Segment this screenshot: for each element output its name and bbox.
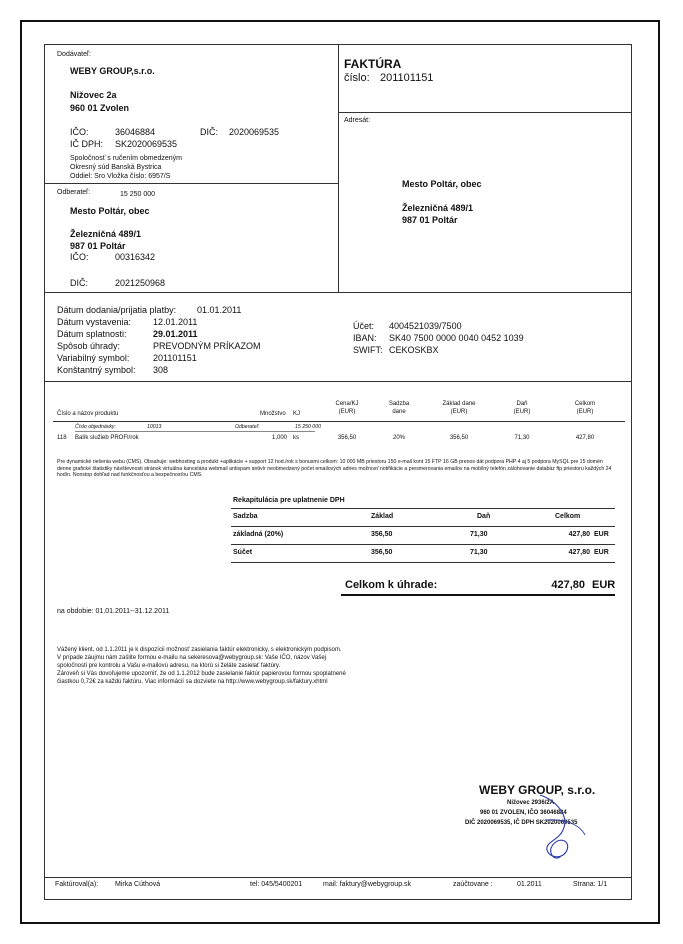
footer-email: mail: faktury@webygroup.sk: [323, 881, 412, 888]
order-line: [75, 431, 315, 432]
customer-code: 15 250 000: [120, 191, 156, 198]
vat-sum-base: 356,50: [371, 549, 393, 556]
delivery-date: 01.01.2011: [197, 305, 242, 315]
customer-ico: 00316342: [115, 252, 156, 262]
item-name: Balík služieb PROFI/rok: [75, 435, 139, 441]
col-base-header: Základ dane: [442, 401, 476, 407]
stamp-company: WEBY GROUP, s.r.o.: [479, 783, 596, 797]
dates-bottom-line: [45, 381, 632, 382]
item-code: 118: [57, 435, 67, 441]
vat-recap-bottom-line: [231, 562, 615, 563]
customer-dic: 2021250968: [115, 278, 166, 288]
posted-label: zaúčtovane :: [453, 881, 493, 888]
swift-label: SWIFT:: [353, 345, 383, 355]
supplier-ico: 36046884: [115, 127, 156, 137]
grand-total-line: [341, 594, 615, 596]
constant-symbol-label: Konštantný symbol:: [57, 365, 136, 375]
order-number-label: Číslo objednávky:: [75, 424, 116, 430]
header-bottom-line: [45, 292, 632, 293]
col-tax-header: Daň: [516, 401, 528, 407]
signature: [515, 790, 605, 865]
vat-header-total: Celkom: [555, 513, 581, 520]
issued-date: 12.01.2011: [153, 317, 198, 327]
customer-label: Odberateľ:: [57, 189, 91, 196]
customer-name: Mesto Poltár, obec: [70, 206, 150, 216]
item-tax: 71,30: [514, 435, 530, 441]
issued-by-label: Faktúroval(a):: [55, 881, 99, 888]
payment-method-label: Spôsob úhrady:: [57, 341, 121, 351]
supplier-icdph: SK2020069535: [115, 139, 178, 149]
vat-row-base: 356,50: [371, 531, 393, 538]
addressee-label: Adresát:: [344, 117, 371, 124]
item-unit: ks: [293, 435, 299, 441]
issued-date-label: Dátum vystavenia:: [57, 317, 132, 327]
vat-sum-total: 427,80: [568, 549, 590, 556]
vat-row-currency: EUR: [594, 531, 609, 538]
grand-total-currency: EUR: [592, 579, 616, 591]
items-header-line: [53, 421, 625, 422]
supplier-reg-1: Spoločnosť s ručením obmedzeným: [70, 155, 182, 162]
vat-header-base: Základ: [371, 513, 394, 520]
order-number: 10013: [147, 424, 162, 430]
vat-recap-title: Rekapitulácia pre uplatnenie DPH: [233, 497, 345, 504]
customer-city: 987 01 Poltár: [70, 241, 126, 251]
item-qty: 1,000: [271, 435, 287, 441]
iban: SK40 7500 0000 0040 0452 1039: [389, 333, 524, 343]
issued-by: Mirka Cúthová: [115, 881, 161, 888]
col-qty-header: Množstvo: [260, 411, 286, 417]
order-customer-code: 15 250 000: [295, 424, 321, 430]
delivery-date-label: Dátum dodania/prijatia platby:: [57, 305, 177, 315]
customer-street: Železničná 489/1: [70, 229, 142, 239]
variable-symbol: 201101151: [153, 353, 197, 363]
invoice-number-label: číslo:: [344, 72, 370, 84]
customer-divider: [45, 183, 338, 184]
due-date-label: Dátum splatnosti:: [57, 329, 127, 339]
item-base: 356,50: [449, 435, 469, 441]
col-product-header: Číslo a názov produktu: [57, 411, 119, 417]
notice-line-5: čiastkou 0,72€ za každú faktúru. Viac informácií sa dozviete na http://www.webygroup.sk/faktury.xhtml: [57, 679, 328, 685]
variable-symbol-label: Variabilný symbol:: [57, 353, 130, 363]
vat-row-tax: 71,30: [470, 531, 488, 538]
grand-total-label: Celkom k úhrade:: [345, 579, 438, 591]
notice-line-3: spoločnosti pre kontrolu a Vašu e-mailovú adresu, na ktorú si želáte zasielať faktúry.: [57, 663, 281, 669]
addressee-divider: [338, 112, 632, 113]
supplier-dic-label: DIČ:: [200, 127, 218, 137]
constant-symbol: 308: [153, 365, 169, 375]
customer-ico-label: IČO:: [70, 252, 89, 262]
vat-sum-label: Súčet: [233, 549, 253, 556]
footer-phone: tel: 045/5400201: [250, 881, 303, 888]
stamp-street: Nižovec 2936/2A: [507, 800, 555, 806]
notice-line-1: Vážený klient, od 1.1.2011 je k dispozícii možnosť zasielania faktúr elektronicky, s elektronickým podpisom.: [57, 647, 342, 653]
vat-row-total: 427,80: [568, 531, 590, 538]
item-total: 427,80: [575, 435, 595, 441]
invoice-document: [44, 44, 632, 900]
order-customer-label: Odberateľ:: [235, 424, 260, 430]
col-unit-header: KJ: [293, 411, 301, 417]
invoice-number: 201101151: [380, 72, 434, 84]
supplier-reg-2: Okresný súd Banská Bystrica: [70, 164, 162, 171]
posted-date: 01.2011: [517, 881, 542, 888]
supplier-ico-label: IČO:: [70, 127, 89, 137]
account-number: 4004521039/7500: [389, 321, 462, 331]
col-price-currency: (EUR): [338, 409, 356, 415]
billing-period: na obdobie: 01.01.2011--31.12.2011: [57, 608, 170, 615]
due-date: 29.01.2011: [153, 329, 198, 339]
vat-sum-tax: 71,30: [470, 549, 488, 556]
vat-row-line: [231, 544, 615, 545]
header-divider: [338, 45, 339, 292]
grand-total-amount: 427,80: [551, 579, 585, 591]
vat-row-rate: základná (20%): [233, 531, 284, 538]
col-price-header: Cena/KJ: [335, 401, 359, 407]
customer-dic-label: DIČ:: [70, 278, 88, 288]
stamp-ids: DIČ 2020069535, IČ DPH SK2020069535: [465, 820, 578, 826]
addressee-city: 987 01 Poltár: [402, 215, 458, 225]
vat-header-rate: Sadzba: [233, 513, 258, 520]
supplier-street: Nižovec 2a: [70, 90, 117, 100]
supplier-city: 960 01 Zvolen: [70, 103, 130, 113]
vat-recap-header-line: [231, 526, 615, 527]
col-rate-header: Sadzba: [388, 401, 410, 407]
item-description: Pre dynamické riešenia webu (CMS). Obsahuje: webhosting a produkt +aplikácie + support 12 hod./rok s bonusmi celkom: 10 000 MB priestoru 150 e-mail kont 15 FTP 16 GB prenos dát podpora PHP 4 aj 5 podpora MySQL pre 15 domén denne grafické štatistiky návštevnosti stránok virtuálna kancelária webmail antispam antivír neobmedzený počet emailových adries možnosť notifikácie a presmerovania emailov na mobilný telefón zálohovanie databáz ftp priestoru každých 24 hodín. Nonstop dohľad nad funkčnosťou a bezpečnosťou CMS.: [57, 459, 612, 478]
page-number: Strana: 1/1: [573, 881, 608, 888]
addressee-name: Mesto Poltár, obec: [402, 179, 482, 189]
supplier-reg-3: Oddiel: Sro Vložka číslo: 6957/S: [70, 173, 171, 180]
col-total-header: Celkom: [574, 401, 596, 407]
swift: CEKOSKBX: [389, 345, 439, 355]
footer-line: [45, 877, 632, 878]
item-price: 356,50: [337, 435, 357, 441]
invoice-title: FAKTÚRA: [344, 57, 402, 71]
vat-header-tax: Daň: [477, 513, 491, 520]
vat-recap-top-line: [231, 508, 615, 509]
notice-line-2: V prípade záujmu nám zašlite formou e-mailu na sekeresova@webygroup.sk: Vaše IČO, názov Vašej: [57, 655, 326, 661]
stamp-city: 960 01 ZVOLEN, IČO 36046884: [480, 810, 567, 816]
col-total-currency: (EUR): [576, 409, 594, 415]
supplier-icdph-label: IČ DPH:: [70, 139, 104, 149]
notice-line-4: Zároveň si Vás dovoľujeme upozorniť, že od 1.1.2012 bude zasielanie faktúr papierovou formou spoplatnené: [57, 671, 346, 677]
col-rate-header-2: dane: [392, 409, 406, 415]
col-tax-currency: (EUR): [513, 409, 531, 415]
col-base-currency: (EUR): [450, 409, 468, 415]
supplier-name: WEBY GROUP,s.r.o.: [70, 66, 155, 76]
item-rate: 20%: [392, 435, 405, 441]
account-label: Účet:: [353, 321, 375, 331]
addressee-street: Železničná 489/1: [402, 203, 474, 213]
vat-sum-currency: EUR: [594, 549, 609, 556]
iban-label: IBAN:: [353, 333, 377, 343]
supplier-label: Dodávateľ:: [57, 51, 91, 58]
payment-method: PREVODNÝM PRÍKAZOM: [153, 341, 261, 351]
supplier-dic: 2020069535: [229, 127, 280, 137]
